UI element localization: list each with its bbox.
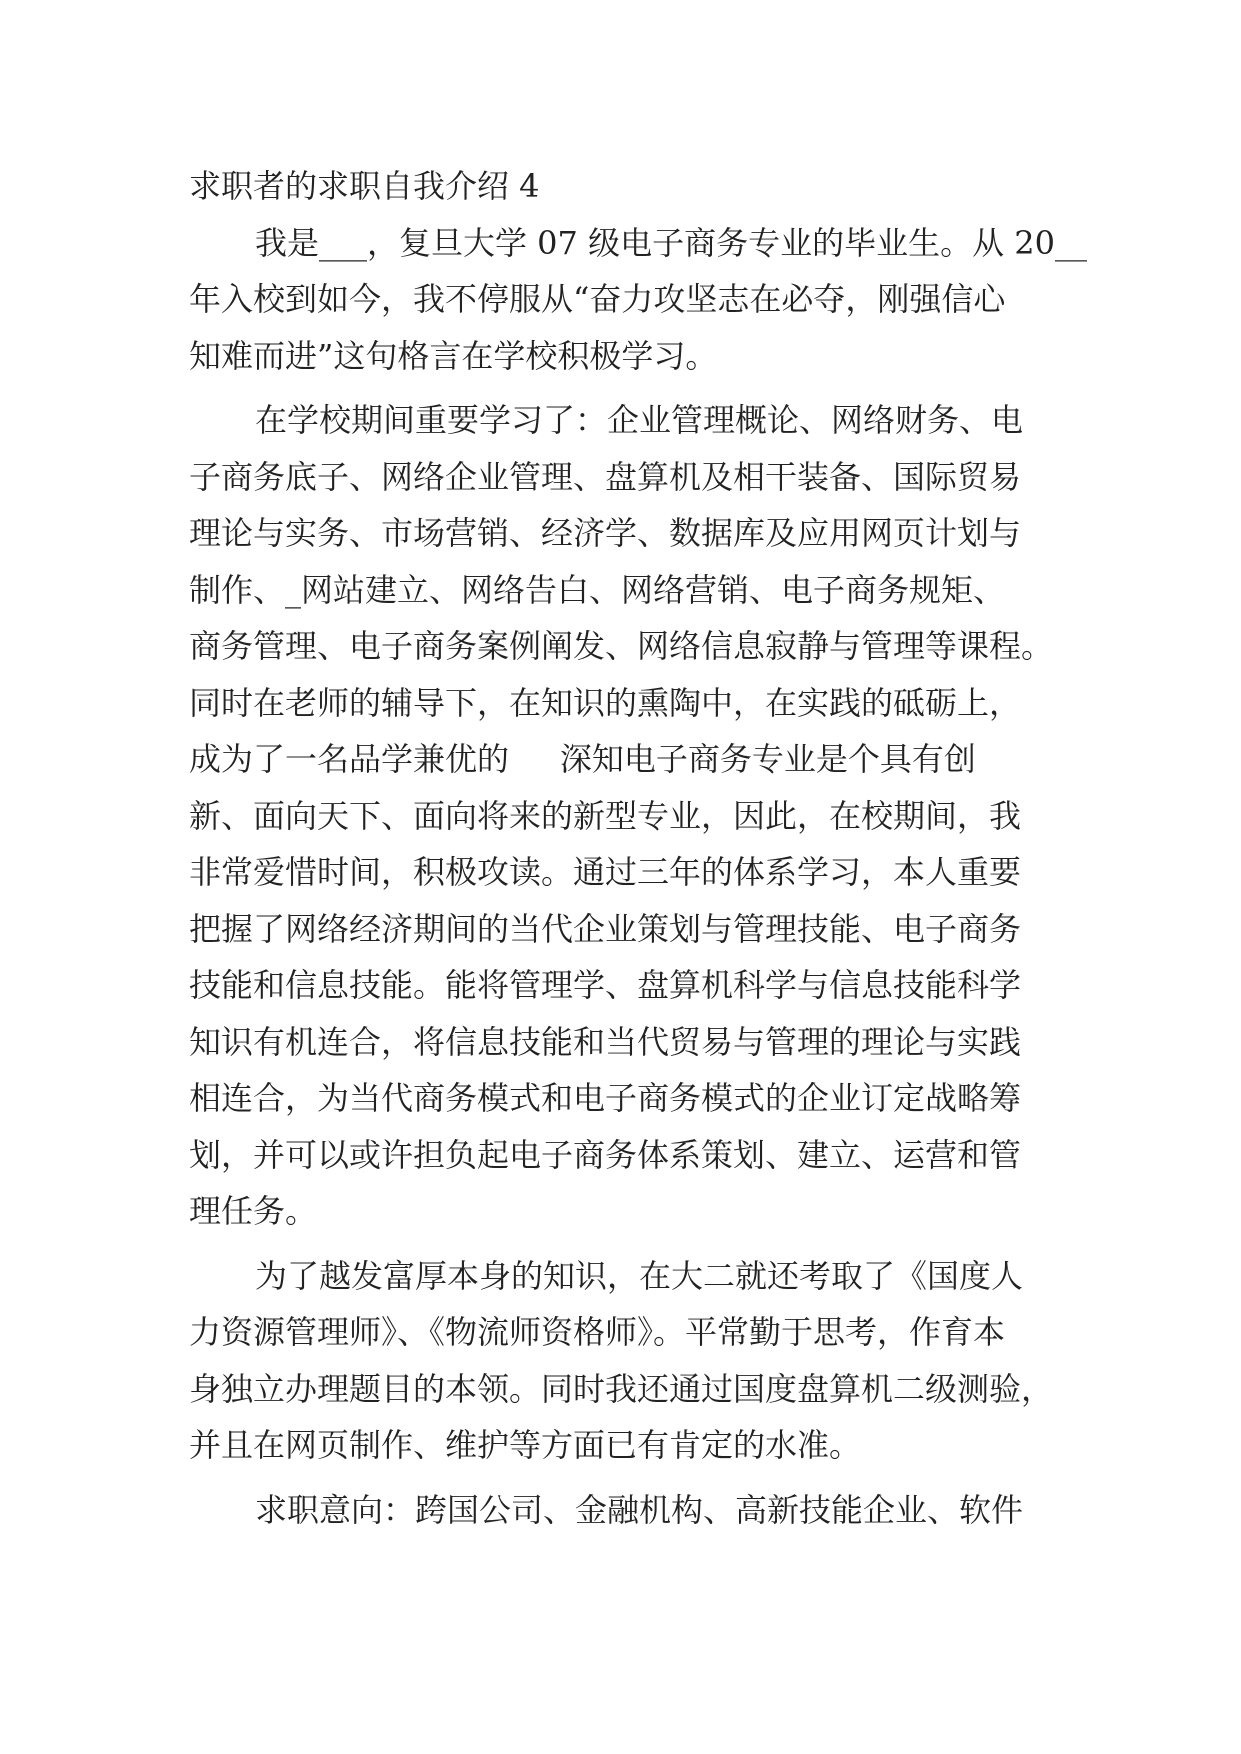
paragraph-line: 在学校期间重要学习了：企业管理概论、网络财务、电 xyxy=(255,401,1024,439)
paragraph-line: 商务管理、电子商务案例阐发、网络信息寂静与管理等课程。 xyxy=(189,627,1054,665)
paragraph-line: 划，并可以或许担负起电子商务体系策划、建立、运营和管 xyxy=(189,1135,1022,1174)
paragraph-line: 知难而进”这句格言在学校积极学习。 xyxy=(189,336,718,375)
paragraph-line: 同时在老师的辅导下，在知识的熏陶中，在实践的砥砺上， xyxy=(189,683,1022,722)
paragraph-line: 非常爱惜时间，积极攻读。通过三年的体系学习，本人重要 xyxy=(189,853,1022,891)
paragraph-line: 身独立办理题目的本领。同时我还通过国度盘算机二级测验， xyxy=(189,1369,1054,1408)
paragraph-line: 成为了一名品学兼优的 深知电子商务专业是个具有创 xyxy=(189,740,976,778)
document-body xyxy=(189,158,1087,1538)
paragraph-line: 新、面向天下、面向将来的新型专业，因此，在校期间，我 xyxy=(189,796,1022,835)
paragraph-line: 把握了网络经济期间的当代企业策划与管理技能、电子商务 xyxy=(189,909,1022,948)
paragraph-line: 年入校到如今，我不停服从“奋力攻坚志在必夺，刚强信心 xyxy=(189,280,1006,318)
paragraph-line: 并且在网页制作、维护等方面已有肯定的水准。 xyxy=(189,1426,862,1464)
paragraph-job-intention xyxy=(189,1482,1069,1539)
paragraph-line: 知识有机连合，将信息技能和当代贸易与管理的理论与实践 xyxy=(189,1022,1022,1061)
paragraph-line: 我是___，复旦大学 07 级电子商务专业的毕业生。从 20__ xyxy=(255,223,1087,262)
paragraph-line: 相连合，为当代商务模式和电子商务模式的企业订定战略筹 xyxy=(189,1079,1022,1117)
paragraph-line: 求职意向：跨国公司、金融机构、高新技能企业、软件 xyxy=(255,1490,1024,1529)
paragraph-line: 理论与实务、市场营销、经济学、数据库及应用网页计划与 xyxy=(189,514,1022,552)
paragraph-intro xyxy=(189,215,1087,385)
paragraph-line: 制作、_网站建立、网络告白、网络营销、电子商务规矩、 xyxy=(189,570,1006,609)
paragraph-line: 子商务底子、网络企业管理、盘算机及相干装备、国际贸易 xyxy=(189,457,1022,496)
paragraph-line: 力资源管理师》、《物流师资格师》。平常勤于思考，作育本 xyxy=(189,1313,1006,1351)
document-title: 求职者的求职自我介绍 4 xyxy=(189,167,540,205)
paragraph-line: 技能和信息技能。能将管理学、盘算机科学与信息技能科学 xyxy=(189,966,1022,1004)
paragraph-studies xyxy=(189,392,1069,1240)
paragraph-line: 理任务。 xyxy=(189,1192,318,1230)
paragraph-line: 为了越发富厚本身的知识，在大二就还考取了《国度人 xyxy=(255,1256,1024,1295)
paragraph-certificates xyxy=(189,1248,1069,1474)
